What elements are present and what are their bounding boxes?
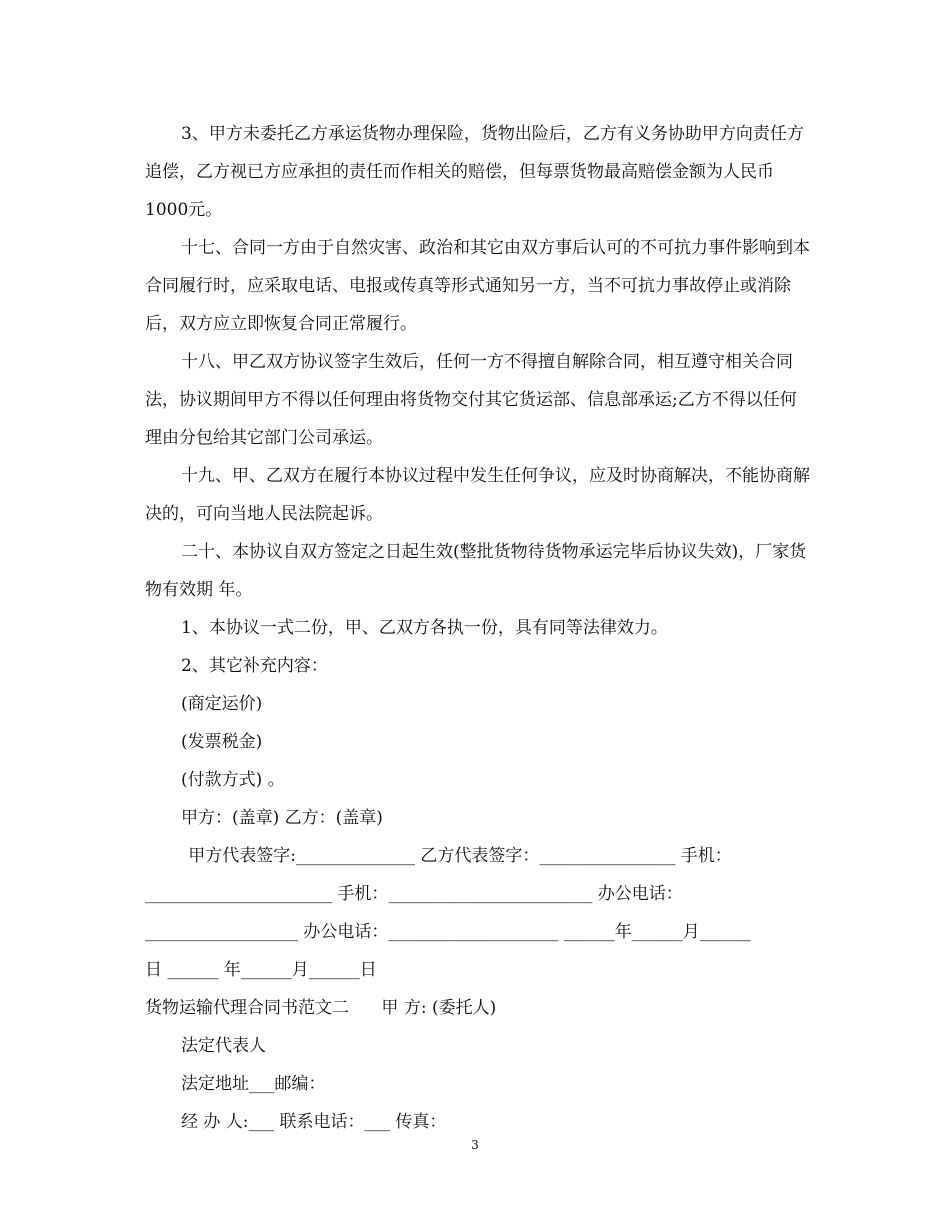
supplement-invoice-tax: (发票税金) bbox=[181, 732, 263, 752]
contract-two-header bbox=[145, 989, 810, 1141]
signature-line-1: 甲方代表签字:______________ 乙方代表签字：________________ 手机： bbox=[145, 846, 732, 866]
document-body bbox=[145, 115, 810, 1141]
clause-copies: 1、本协议一式二份，甲、乙双方各执一份，具有同等法律效力。 bbox=[181, 618, 668, 638]
supplement-payment-method: (付款方式) 。 bbox=[181, 770, 285, 790]
legal-representative: 法定代表人 bbox=[181, 1036, 266, 1056]
clause-19-disputes: 十九、甲、乙双方在履行本协议过程中发生任何争议，应及时协商解决，不能协商解决的，可向当地人民法院起诉。 bbox=[145, 466, 810, 524]
clause-18-signing-effect: 十八、甲乙双方协议签字生效后，任何一方不得擅自解除合同，相互遵守相关合同法，协议期间甲方不得以任何理由将货物交付其它货运部、信息部承运;乙方不得以任何理由分包给其它部门公司承运。 bbox=[145, 352, 797, 448]
signature-block bbox=[145, 837, 810, 989]
party-seals: 甲方：(盖章) 乙方：(盖章) bbox=[181, 808, 383, 828]
supplement-freight-rate: (商定运价) bbox=[181, 694, 263, 714]
signature-line-3: __________________ 办公电话：____________________ ______年______月______ bbox=[145, 922, 751, 942]
clause-17-force-majeure: 十七、合同一方由于自然灾害、政治和其它由双方事后认可的不可抗力事件影响到本合同履行时，应采取电话、电报或传真等形式通知另一方，当不可抗力事故停止或消除后，双方应立即恢复合同正常履行。 bbox=[145, 238, 810, 334]
clause-3-insurance: 3、甲方未委托乙方承运货物办理保险，货物出险后，乙方有义务协助甲方向责任方追偿，乙方视已方应承担的责任而作相关的赔偿，但每票货物最高赔偿金额为人民币1000元。 bbox=[145, 124, 804, 220]
signature-line-2: ______________________ 手机：________________________ 办公电话： bbox=[145, 884, 683, 904]
clause-supplement: 2、其它补充内容： bbox=[181, 656, 328, 676]
agent-contact: 经 办 人:___ 联系电话：___ 传真： bbox=[181, 1112, 447, 1132]
legal-address: 法定地址___邮编： bbox=[181, 1074, 326, 1094]
contract-two-title: 货物运输代理合同书范文二 甲 方: (委托人) bbox=[145, 998, 497, 1018]
page-number: 3 bbox=[471, 1138, 479, 1152]
clause-20-validity: 二十、本协议自双方签定之日起生效(整批货物待货物承运完毕后协议失效)，厂家货物有效期 年。 bbox=[145, 542, 807, 600]
signature-line-4: 日 ______ 年______月______日 bbox=[145, 960, 377, 980]
